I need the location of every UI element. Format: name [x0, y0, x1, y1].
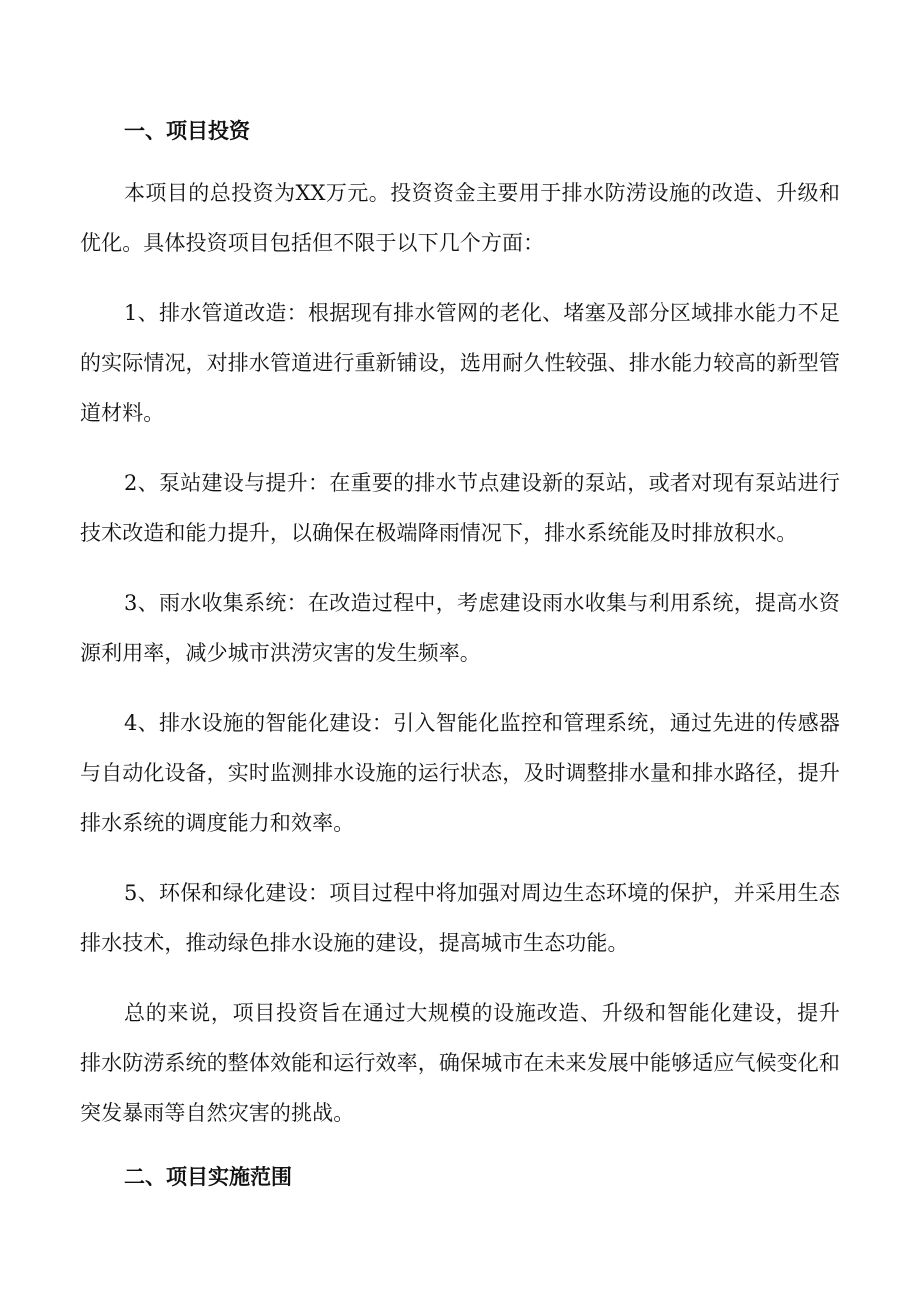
section-heading-investment: 一、项目投资 — [124, 118, 250, 143]
paragraph-intro: 本项目的总投资为XX万元。投资资金主要用于排水防涝设施的改造、升级和优化。具体投资项目包括但不限于以下几个方面： — [80, 181, 840, 255]
document-body — [80, 112, 840, 1196]
paragraph-item-3: 3、雨水收集系统：在改造过程中，考虑建设雨水收集与利用系统，提高水资源利用率，减少城市洪涝灾害的发生频率。 — [80, 591, 840, 665]
paragraph-item-5: 5、环保和绿化建设：项目过程中将加强对周边生态环境的保护，并采用生态排水技术，推动绿色排水设施的建设，提高城市生态功能。 — [80, 881, 840, 955]
paragraph-item-2: 2、泵站建设与提升：在重要的排水节点建设新的泵站，或者对现有泵站进行技术改造和能力提升，以确保在极端降雨情况下，排水系统能及时排放积水。 — [80, 471, 840, 545]
paragraph-item-4: 4、排水设施的智能化建设：引入智能化监控和管理系统，通过先进的传感器与自动化设备，实时监测排水设施的运行状态，及时调整排水量和排水路径，提升排水系统的调度能力和效率。 — [80, 711, 840, 835]
section-heading-scope: 二、项目实施范围 — [124, 1164, 292, 1189]
paragraph-item-1: 1、排水管道改造：根据现有排水管网的老化、堵塞及部分区域排水能力不足的实际情况，对排水管道进行重新铺设，选用耐久性较强、排水能力较高的新型管道材料。 — [80, 301, 840, 425]
paragraph-summary: 总的来说，项目投资旨在通过大规模的设施改造、升级和智能化建设，提升排水防涝系统的整体效能和运行效率，确保城市在未来发展中能够适应气候变化和突发暴雨等自然灾害的挑战。 — [80, 1001, 840, 1125]
